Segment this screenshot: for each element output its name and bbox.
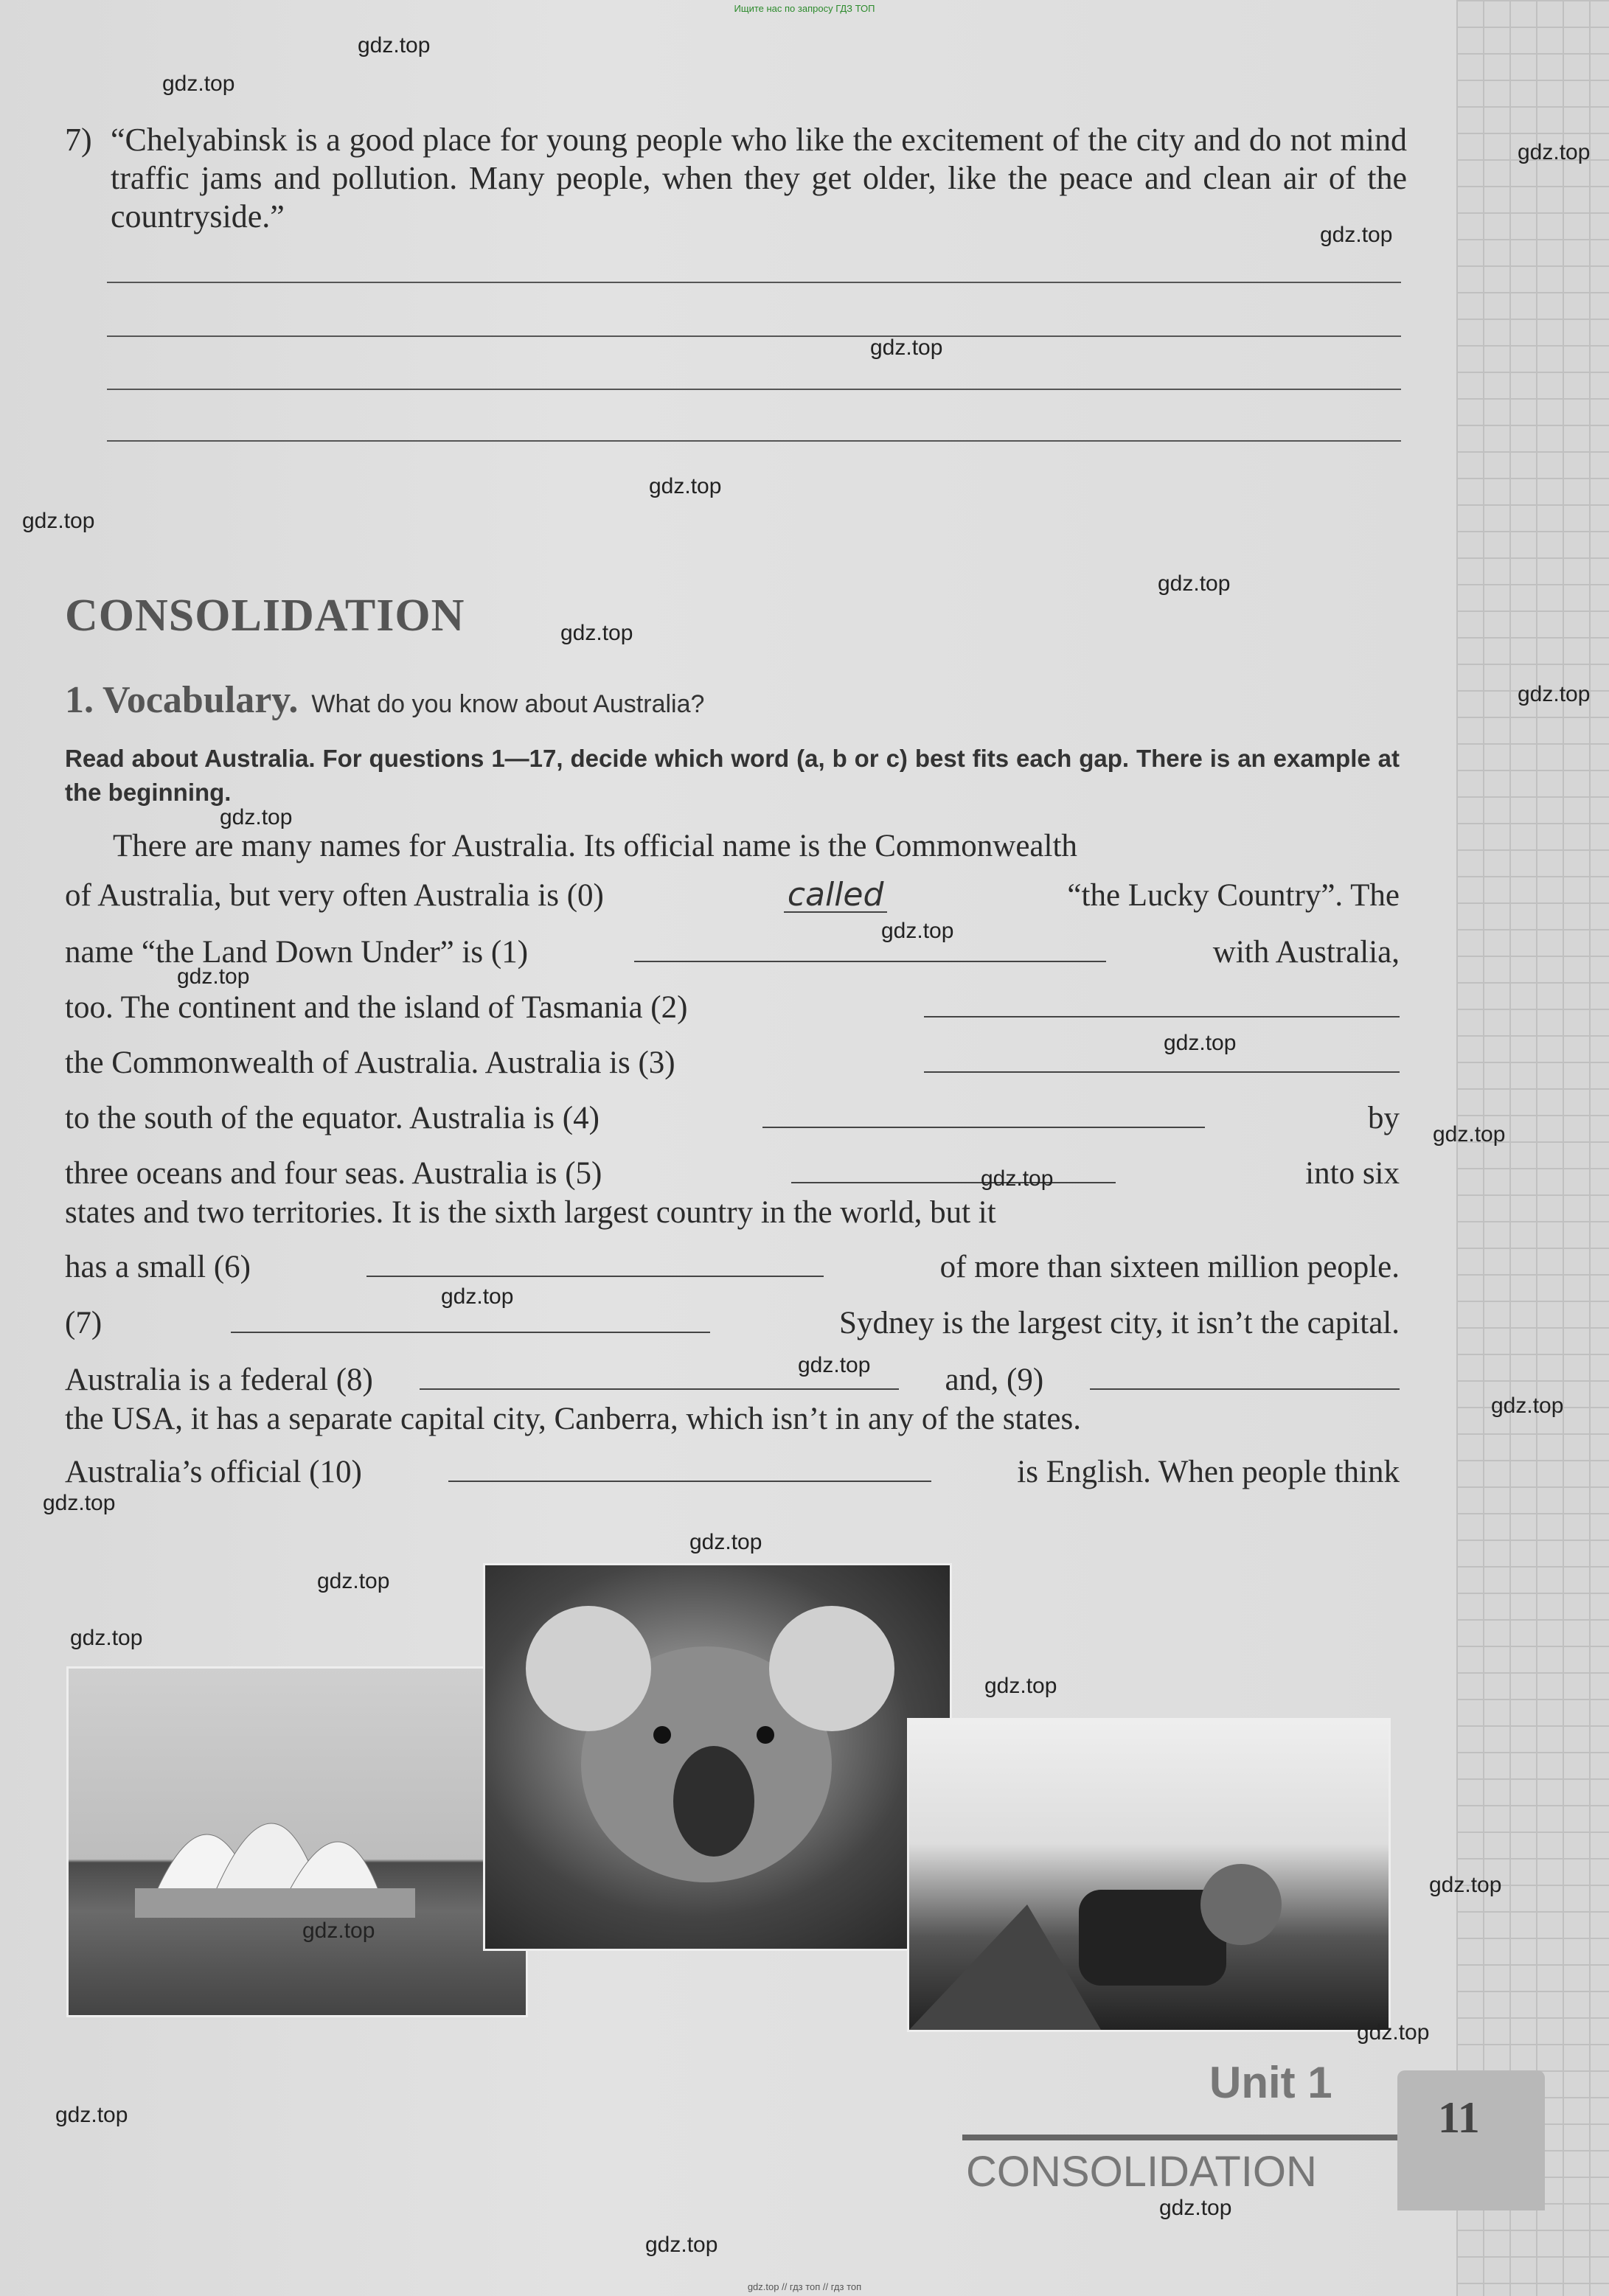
text-line-3b: with Australia,: [1212, 935, 1400, 970]
text-line-8: states and two territories. It is the sixth largest country in the world, but it: [65, 1195, 996, 1230]
watermark: gdz.top: [1518, 140, 1591, 164]
text-line-6a: to the south of the equator. Australia is (4): [65, 1101, 600, 1135]
grid-margin: [1456, 0, 1609, 2296]
footer-section-title: CONSOLIDATION: [966, 2148, 1317, 2196]
item-7: [65, 121, 1407, 236]
gap-9[interactable]: [1090, 1360, 1400, 1390]
watermark: gdz.top: [1491, 1394, 1564, 1418]
item-7-text: “Chelyabinsk is a good place for young people who like the excitement of the city and do not mind traffic jams and pollution. Many people, when they get older, like the peace and clean air of the countryside.”: [111, 122, 1407, 234]
gap-1[interactable]: [634, 933, 1106, 962]
answer-line[interactable]: [107, 282, 1401, 283]
watermark: gdz.top: [649, 474, 722, 498]
watermark: gdz.top: [689, 1530, 762, 1554]
answer-line[interactable]: [107, 389, 1401, 390]
watermark: gdz.top: [1518, 682, 1591, 706]
answer-line[interactable]: [107, 335, 1401, 337]
opera-house-illustration: [69, 1669, 526, 2015]
watermark: gdz.top: [1320, 223, 1393, 247]
text-line-2b: “the Lucky Country”. The: [1067, 878, 1400, 913]
watermark: gdz.top: [881, 919, 954, 943]
gap-2[interactable]: [924, 988, 1400, 1017]
gap-3[interactable]: [924, 1043, 1400, 1073]
section-heading: CONSOLIDATION: [65, 591, 465, 641]
text-line: [65, 933, 1400, 971]
example-answer: called: [784, 879, 887, 913]
watermark: gdz.top: [1159, 2196, 1232, 2220]
sydney-opera-house-photo: [66, 1666, 528, 2017]
watermark: gdz.top: [55, 2103, 128, 2127]
vocabulary-title: 1. Vocabulary.: [65, 679, 299, 721]
watermark: gdz.top: [1164, 1031, 1237, 1055]
page-number: 11: [1438, 2093, 1480, 2142]
bottom-note: gdz.top // гдз топ // гдз топ: [747, 2281, 862, 2292]
text-line-13a: Australia’s official (10): [65, 1455, 362, 1489]
convertible-car-photo: [907, 1718, 1391, 2032]
vocabulary-heading: [65, 678, 704, 722]
text-line: [65, 1099, 1400, 1137]
watermark: gdz.top: [645, 2233, 718, 2257]
watermark: gdz.top: [302, 1918, 375, 1943]
watermark: gdz.top: [560, 621, 633, 645]
watermark: gdz.top: [22, 509, 95, 533]
text-line-13b: is English. When people think: [1017, 1455, 1400, 1489]
text-line: [65, 877, 1400, 914]
text-line-4a: too. The continent and the island of Tasmania (2): [65, 990, 688, 1025]
text-line-5a: the Commonwealth of Australia. Australia is (3): [65, 1046, 675, 1080]
watermark: gdz.top: [317, 1569, 390, 1593]
text-line-9a: has a small (6): [65, 1250, 251, 1284]
text-line-11b: and, (9): [945, 1363, 1044, 1397]
text-line-2a: of Australia, but very often Australia is (0): [65, 878, 604, 913]
watermark: gdz.top: [162, 72, 235, 96]
watermark: gdz.top: [358, 33, 431, 58]
answer-line[interactable]: [107, 440, 1401, 442]
gap-10[interactable]: [448, 1453, 931, 1482]
text-line: [65, 1248, 1400, 1286]
text-line-12: the USA, it has a separate capital city, Canberra, which isn’t in any of the states.: [65, 1402, 1081, 1436]
watermark: gdz.top: [870, 335, 943, 360]
watermark: gdz.top: [220, 805, 293, 829]
footer-rule: [962, 2135, 1397, 2140]
text-line-9b: of more than sixteen million people.: [939, 1250, 1400, 1284]
vocabulary-subtitle: What do you know about Australia?: [311, 690, 705, 718]
text-line: [65, 988, 1400, 1026]
gap-6[interactable]: [366, 1248, 824, 1277]
text-line-1: There are many names for Australia. Its official name is the Commonwealth: [113, 829, 1077, 863]
item-7-number: 7): [65, 122, 92, 158]
koala-illustration: [485, 1565, 950, 1949]
text-line: [65, 1360, 1400, 1399]
gap-4[interactable]: [762, 1099, 1205, 1128]
watermark: gdz.top: [441, 1284, 514, 1309]
watermark: gdz.top: [70, 1626, 143, 1650]
text-line: [65, 828, 1400, 865]
text-line-10b: Sydney is the largest city, it isn’t the capital.: [839, 1306, 1400, 1340]
watermark: gdz.top: [798, 1353, 871, 1377]
top-note: Ищите нас по запросу ГДЗ ТОП: [734, 3, 875, 14]
text-line-3a: name “the Land Down Under” is (1): [65, 935, 529, 970]
text-line-7a: three oceans and four seas. Australia is (5): [65, 1156, 602, 1191]
watermark: gdz.top: [43, 1491, 116, 1515]
watermark: gdz.top: [1357, 2020, 1430, 2045]
text-line: [65, 1401, 1400, 1438]
text-line-11a: Australia is a federal (8): [65, 1363, 373, 1397]
koala-photo: [483, 1563, 952, 1951]
watermark: gdz.top: [981, 1166, 1054, 1191]
watermark: gdz.top: [177, 964, 250, 989]
car-illustration: [909, 1720, 1389, 2030]
text-line-10a: (7): [65, 1306, 102, 1340]
unit-label: Unit 1: [1209, 2058, 1332, 2107]
text-line: [65, 1194, 1400, 1231]
watermark: gdz.top: [984, 1674, 1057, 1698]
text-line: [65, 1304, 1400, 1342]
watermark: gdz.top: [1158, 571, 1231, 596]
watermark: gdz.top: [1433, 1122, 1506, 1147]
task-instructions: Read about Australia. For questions 1—17, decide which word (a, b or c) best fits each gap. There is an example at the beginning.: [65, 745, 1400, 806]
text-line-6b: by: [1367, 1101, 1400, 1135]
gap-5[interactable]: [791, 1154, 1116, 1183]
text-line: [65, 1154, 1400, 1192]
text-line-7b: into six: [1305, 1156, 1400, 1191]
watermark: gdz.top: [1429, 1873, 1502, 1897]
text-line: [65, 1453, 1400, 1491]
